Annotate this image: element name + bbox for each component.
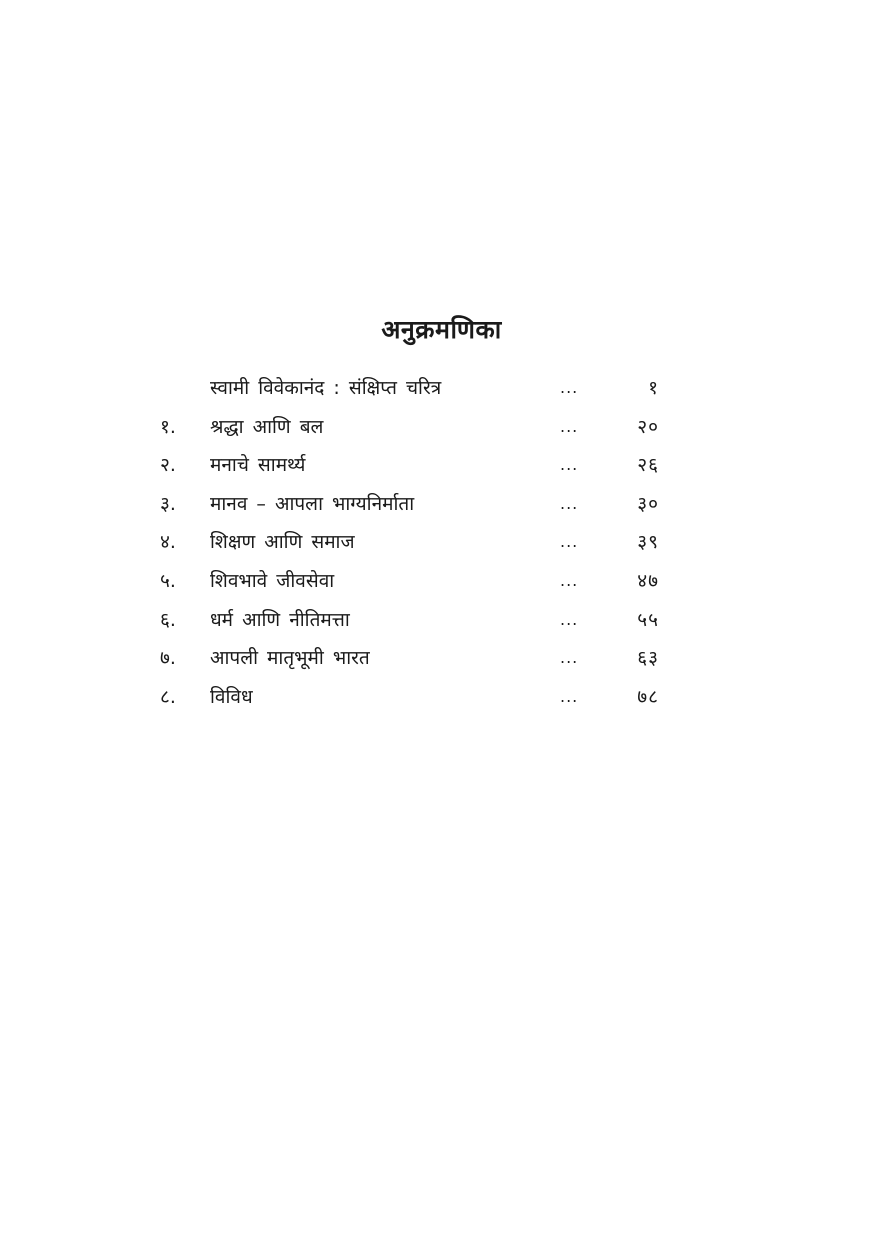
- toc-entry-2: [0, 450, 875, 489]
- toc-entry-title: श्रद्धा आणि बल: [210, 415, 324, 438]
- toc-leader-dots: ...: [560, 416, 579, 436]
- toc-entry-8: [0, 682, 875, 721]
- toc-entry-page: २६: [637, 454, 659, 477]
- toc-leader-dots: ...: [560, 378, 579, 397]
- toc-entry-page: ६३: [637, 647, 659, 670]
- toc-entry-biography: [0, 373, 875, 412]
- toc-entry-number: ३.: [160, 492, 176, 515]
- toc-entry-number: ६.: [160, 608, 176, 631]
- toc-entry-number: ८.: [160, 685, 176, 708]
- toc-entry-number: १.: [160, 415, 176, 438]
- toc-entry-number: २.: [160, 454, 176, 477]
- toc-entry-4: [0, 527, 875, 566]
- toc-entry-7: [0, 643, 875, 682]
- toc-leader-dots: ...: [560, 570, 579, 590]
- toc-leader-dots: ...: [560, 648, 579, 668]
- toc-entry-title: मनाचे सामर्थ्य: [210, 454, 306, 477]
- toc-entry-title: स्वामी विवेकानंद : संक्षिप्त चरित्र: [210, 377, 442, 399]
- toc-entry-page: १: [648, 377, 659, 399]
- toc-entry-number: ५.: [160, 569, 176, 592]
- page-title: अनुक्रमणिका: [381, 314, 502, 344]
- toc-entry-number: ७.: [160, 647, 176, 670]
- toc-leader-dots: ...: [560, 609, 579, 629]
- toc-entry-title: आपली मातृभूमी भारत: [210, 647, 370, 670]
- toc-leader-dots: ...: [560, 532, 579, 552]
- toc-entry-title: शिक्षण आणि समाज: [210, 531, 355, 554]
- toc-entry-5: [0, 566, 875, 605]
- toc-entry-number: ४.: [160, 531, 176, 554]
- toc-leader-dots: ...: [560, 493, 579, 513]
- toc-entry-title: शिवभावे जीवसेवा: [210, 569, 335, 592]
- toc-entry-page: ४७: [637, 569, 659, 592]
- toc-entry-page: ५५: [637, 608, 659, 631]
- toc-leader-dots: ...: [560, 455, 579, 475]
- toc-entry-title: धर्म आणि नीतिमत्ता: [210, 608, 350, 631]
- toc-entry-page: २०: [637, 415, 659, 438]
- table-of-contents: [0, 373, 875, 720]
- toc-entry-title: विविध: [210, 685, 253, 708]
- toc-entry-title: मानव – आपला भाग्यनिर्माता: [210, 492, 415, 515]
- toc-entry-3: [0, 489, 875, 528]
- toc-leader-dots: ...: [560, 686, 579, 706]
- toc-entry-1: [0, 412, 875, 451]
- toc-entry-page: ३०: [637, 492, 659, 515]
- toc-entry-6: [0, 605, 875, 644]
- toc-entry-page: ७८: [637, 685, 659, 708]
- toc-entry-page: ३९: [637, 531, 659, 554]
